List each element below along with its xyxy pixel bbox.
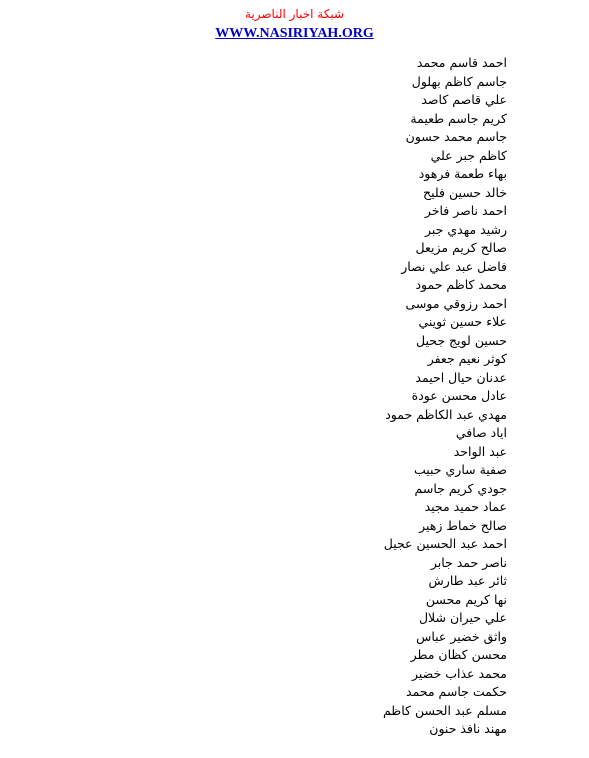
name-item: مهدي عبد الكاظم حمود — [385, 406, 507, 422]
name-item: علي قاصم كاصد — [421, 92, 507, 107]
name-item: عادل محسن عودة — [411, 388, 507, 403]
name-item: احمد عبد الحسين عجيل — [383, 536, 507, 551]
name-item: مسلم عبد الحسن كاظم — [382, 702, 507, 718]
name-item: حكمت جاسم محمد — [406, 684, 507, 699]
name-item: خالد حسين فليح — [423, 184, 507, 200]
name-item: جاسم كاظم بهلول — [411, 73, 507, 89]
name-item: كوثر نعيم جعفر — [427, 351, 507, 366]
name-item: احمد قاسم محمد — [416, 55, 507, 70]
site-url-link[interactable]: WWW.NASIRIYAH.ORG — [215, 26, 374, 41]
name-item: ناصر حمد جابر — [430, 554, 507, 570]
name-item: كاظم جبر علي — [430, 147, 507, 163]
name-item: عبد الواحد — [453, 443, 507, 459]
name-item: اياد صافي — [455, 425, 507, 440]
name-item: محسن كظان مطر — [410, 647, 507, 662]
name-item: رشيد مهدي جبر — [425, 221, 507, 237]
name-item: مهند نافذ حنون — [429, 721, 507, 736]
name-item: علي حيران شلال — [418, 610, 507, 625]
name-item: احمد ناصر فاخر — [424, 203, 507, 218]
name-item: جاسم محمد حسون — [405, 129, 507, 144]
name-item: صالح كريم مزيعل — [415, 240, 507, 255]
name-item: فاضل عبد علي نصار — [401, 258, 507, 274]
name-item: علاء حسين ثويني — [418, 314, 507, 329]
name-item: كريم جاسم طعيمة — [410, 110, 507, 126]
name-item: واثق خضير عباس — [416, 628, 507, 644]
name-item: محمد كاظم حمود — [415, 277, 507, 292]
name-item: ثائر عبد طارش — [428, 573, 507, 588]
name-item: احمد رزوقي موسى — [405, 295, 507, 311]
name-item: صفية ساري حبيب — [413, 462, 507, 477]
site-title: شبكة اخبار الناصرية — [244, 7, 345, 21]
name-item: محمد عذاب خضير — [412, 665, 507, 681]
name-item: جودي كريم جاسم — [414, 480, 507, 496]
name-item: صالح خماط زهير — [419, 517, 507, 533]
name-item: نها كريم محسن — [425, 591, 507, 607]
names-list — [247, 54, 507, 739]
name-item: بهاء طعمة فرهود — [418, 166, 507, 181]
name-item: حسين لويج جحيل — [416, 332, 507, 348]
page-header — [0, 6, 589, 42]
name-item: عدنان حيال احيمد — [415, 369, 507, 385]
name-item: عماد حميد مجيد — [424, 499, 507, 514]
